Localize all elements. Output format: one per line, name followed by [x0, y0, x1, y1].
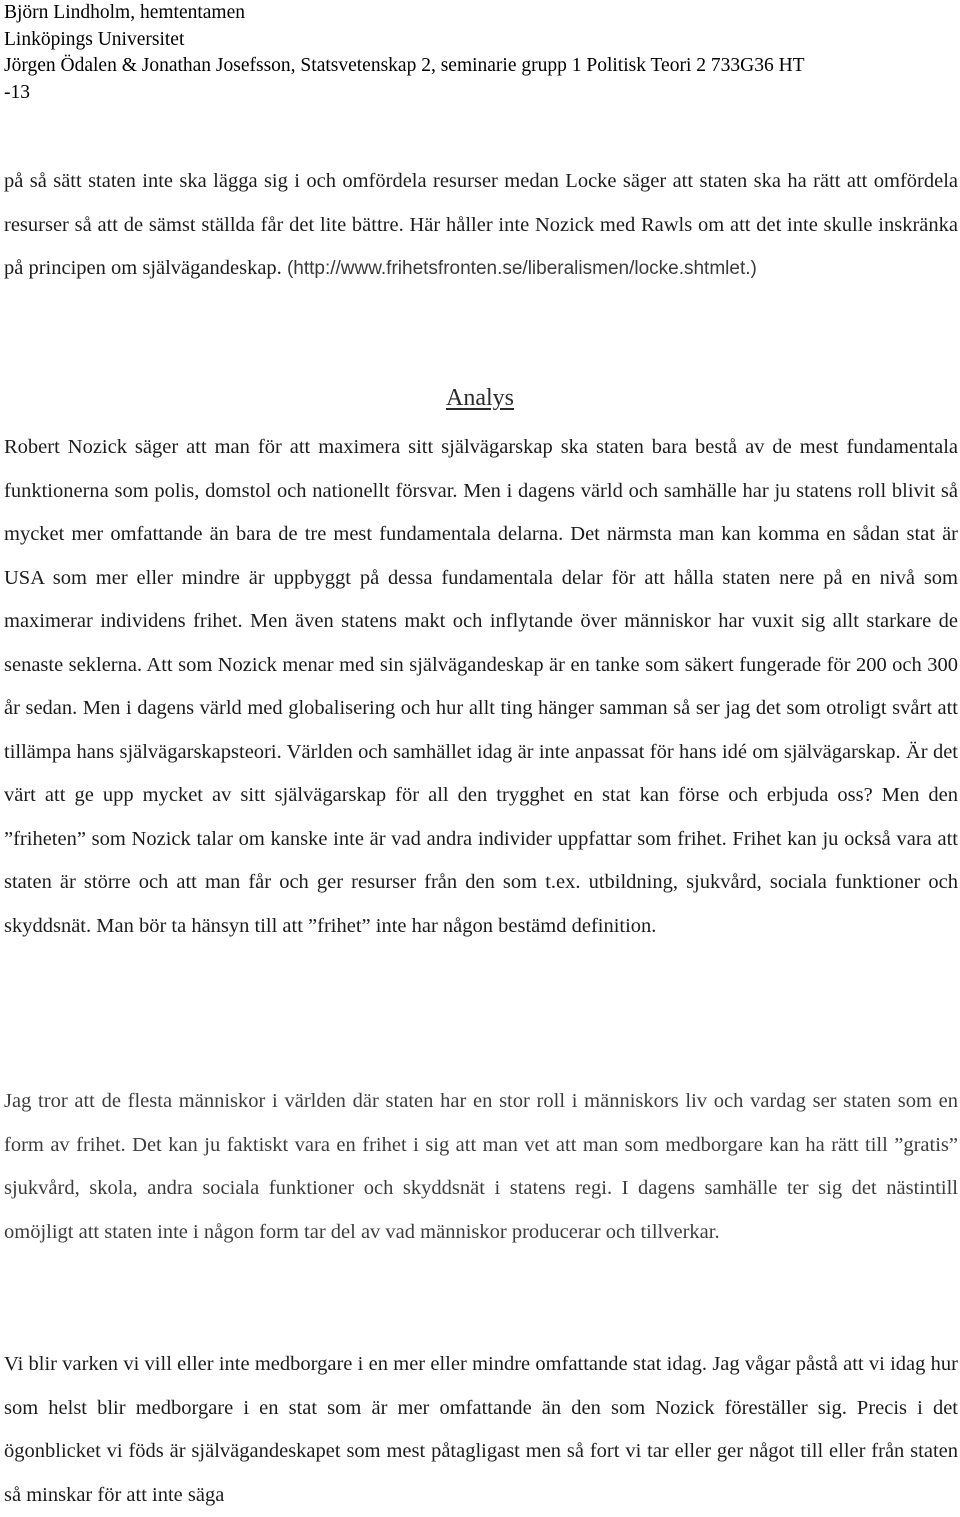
section-heading-analys: Analys	[446, 385, 514, 411]
reference-link-text: (http://www.frihetsfronten.se/liberalismen/locke.shtmlet.)	[286, 258, 757, 279]
paragraph-analysis-3: Vi blir varken vi vill eller inte medborgare i en mer eller mindre omfattande stat idag. Jag vågar påstå att vi idag hur som helst blir medborgare i en stat som är mer omfattande än den som Nozick föreställer sig. Precis i det ögonblicket vi föds är självägandeskapet som mest påtagligast men så fort vi tar eller ger något till eller från staten så minskar för att inte säga	[4, 1353, 958, 1506]
paragraph-text: på så sätt staten inte ska lägga sig i och omfördela resurser medan Locke säger att staten ska ha rätt att omfördela resurser så att de sämst ställda får det lite bättre. Här håller inte Nozick med Rawls om att det inte skulle inskränka på principen om självägandeskap.	[4, 170, 958, 279]
course-line: Jörgen Ödalen & Jonathan Josefsson, Statsvetenskap 2, seminarie grupp 1 Politisk Teori 2 733G36 HT	[4, 55, 805, 76]
paragraph-analysis-1: Robert Nozick säger att man för att maximera sitt självägarskap ska staten bara bestå av de mest fundamentala funktionerna som polis, domstol och nationellt försvar. Men i dagens värld och samhälle har ju statens roll blivit så mycket mer omfattande än bara de tre mest fundamentala delarna. Det närmsta man kan komma en sådan stat är USA som mer eller mindre är uppbyggt på dessa fundamentala delar för att hålla staten nere på en nivå som maximerar individens frihet. Men även statens makt och inflytande över människor har vuxit sig allt starkare de senaste seklerna. Att som Nozick menar med sin självägandeskap är en tanke som säkert fungerade för 200 och 300 år sedan. Men i dagens värld med globalisering och hur allt ting hänger samman så ser jag det som otroligt svårt att tillämpa hans självägarskapsteori. Världen och samhället idag är inte anpassat för hans idé om självägarskap. Är det värt att ge upp mycket av sitt självägarskap för all den trygghet en stat kan förse och erbjuda oss? Men den ”friheten” som Nozick talar om kanske inte är vad andra individer uppfattar som frihet. Frihet kan ju också vara att staten är större och att man får och ger resurser från den som t.ex. utbildning, sjukvård, sociala funktioner och skyddsnät. Man bör ta hänsyn till att ”frihet” inte har någon bestämd definition.	[4, 436, 958, 937]
term-line: -13	[4, 81, 30, 103]
paragraph-locke-nozick	[4, 160, 958, 291]
author-line: Björn Lindholm, hemtentamen	[4, 2, 245, 23]
paragraph-analysis-2: Jag tror att de flesta människor i världen där staten har en stor roll i människors liv och vardag ser staten som en form av frihet. Det kan ju faktiskt vara en frihet i sig att man vet att man som medborgare kan ha rätt till ”gratis” sjukvård, skola, andra sociala funktioner och skyddsnät i statens regi. I dagens samhälle ter sig det nästintill omöjligt att staten inte i någon form tar del av vad människor producerar och tillverkar.	[4, 1090, 958, 1243]
university-line: Linköpings Universitet	[4, 28, 185, 50]
page-header	[4, 0, 956, 106]
